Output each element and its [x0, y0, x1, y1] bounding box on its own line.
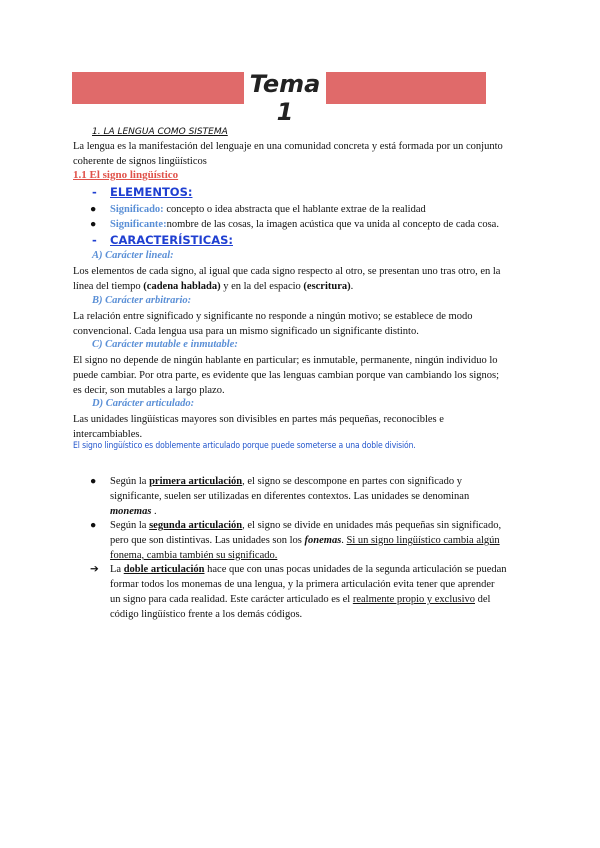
- subheading-c: C) Carácter mutable e inmutable:: [92, 339, 238, 350]
- term-label: Significante:: [110, 219, 167, 230]
- bullet-icon: ●: [90, 219, 97, 230]
- bullet-icon: ●: [90, 476, 97, 487]
- title-band-left: [72, 72, 244, 104]
- bold-term: (cadena hablada): [143, 281, 221, 292]
- text-span: , el signo se divide en unidades más pequeñas sin significado,: [242, 520, 502, 531]
- text-span: Según la: [110, 476, 150, 487]
- term-text: concepto o idea abstracta que el hablante extrae de la realidad: [163, 204, 426, 215]
- text-span: código lingüístico frente a los demás códigos.: [110, 609, 303, 620]
- list-item: [90, 202, 550, 217]
- arrow-icon: ➔: [90, 564, 99, 575]
- bold-term: fonemas: [304, 535, 342, 546]
- list-item: [90, 217, 550, 232]
- section-heading: 1. LA LENGUA COMO SISTEMA: [92, 127, 228, 137]
- title-band-right: [326, 72, 486, 104]
- underlined-text: fonema, cambia también su significado.: [110, 550, 278, 561]
- text-span: formar todos los monemas de una lengua, y la primera articulación evita tener que aprender: [110, 579, 495, 590]
- text-span: y en la del espacio: [220, 281, 304, 292]
- text-span: .: [341, 535, 347, 546]
- paragraph-line: Los elementos de cada signo, al igual que cada signo respecto al otro, se presentan uno tras otro, en la: [73, 266, 501, 277]
- text-span: hace que con unas pocas unidades de la segunda articulación se puedan: [204, 564, 507, 575]
- paragraph-line: puede cambiar. Por otra parte, es evidente que las lenguas cambian porque van cambiando los signos;: [73, 370, 499, 381]
- subheading-d: D) Carácter articulado:: [92, 398, 195, 409]
- subheading-a: A) Carácter lineal:: [92, 250, 174, 261]
- bold-term: (escritura): [303, 281, 351, 292]
- bold-term: doble articulación: [123, 564, 205, 575]
- elementos-heading: - ELEMENTOS:: [92, 185, 193, 199]
- paragraph-line: convencional. Cada lengua usa para un mismo significado un significante distinto.: [73, 326, 419, 337]
- text-span: pero que son distintivas. Las unidades son los: [110, 535, 305, 546]
- bold-term: primera articulación: [149, 476, 243, 487]
- subsection-heading: 1.1 El signo lingüístico: [73, 169, 179, 181]
- text-span: , el signo se descompone en partes con significado y: [242, 476, 462, 487]
- handwritten-note: El signo lingüístico es doblemente articulado porque puede someterse a una doble división.: [73, 441, 416, 451]
- paragraph-line: Las unidades lingüísticas mayores son divisibles en partes más pequeñas, reconocibles e: [73, 414, 444, 425]
- text-span: del: [475, 594, 491, 605]
- paragraph-line: [73, 279, 528, 294]
- bullet-icon: ●: [90, 204, 97, 215]
- page-title: Tema 1: [249, 70, 321, 126]
- bold-term: segunda articulación: [149, 520, 243, 531]
- list-item-primera: [90, 474, 550, 519]
- caracteristicas-label: CARACTERÍSTICAS:: [110, 233, 233, 247]
- text-span: línea del tiempo: [73, 281, 144, 292]
- bullet-icon: ●: [90, 520, 97, 531]
- text-span: significante, suelen ser utilizadas en diferentes contextos. Las unidades se denominan: [110, 491, 470, 502]
- paragraph-line: La relación entre significado y significante no responde a ningún motivo; se establece de modo: [73, 311, 473, 322]
- text-span: .: [151, 506, 157, 517]
- bold-term: monemas: [110, 506, 152, 517]
- subheading-b: B) Carácter arbitrario:: [92, 295, 192, 306]
- term-label: Significado:: [110, 204, 164, 215]
- term-text: nombre de las cosas, la imagen acústica que va unida al concepto de cada cosa.: [166, 219, 499, 230]
- paragraph-line: El signo no depende de ningún hablante en particular; es inmutable, permanente, ningún individuo lo: [73, 355, 498, 366]
- list-item-segunda: [90, 518, 550, 563]
- text-span: un signo para cada realidad. Este carácter articulado es el: [110, 594, 353, 605]
- paragraph-line: intercambiables.: [73, 429, 143, 440]
- text-span: .: [350, 281, 354, 292]
- paragraph-line: es decir, son mutables a largo plazo.: [73, 385, 225, 396]
- underlined-text: Si un signo lingüístico cambia algún: [346, 535, 500, 546]
- text-span: La: [110, 564, 124, 575]
- underlined-text: realmente propio y exclusivo: [352, 594, 476, 605]
- elementos-label: ELEMENTOS:: [110, 185, 193, 199]
- text-span: Según la: [110, 520, 150, 531]
- intro-paragraph: La lengua es la manifestación del lenguaje en una comunidad concreta y está formada por un conjunto coherente de signos lingüísticos: [73, 141, 503, 167]
- caracteristicas-heading: - CARACTERÍSTICAS:: [92, 233, 233, 247]
- list-item-doble: [90, 562, 550, 622]
